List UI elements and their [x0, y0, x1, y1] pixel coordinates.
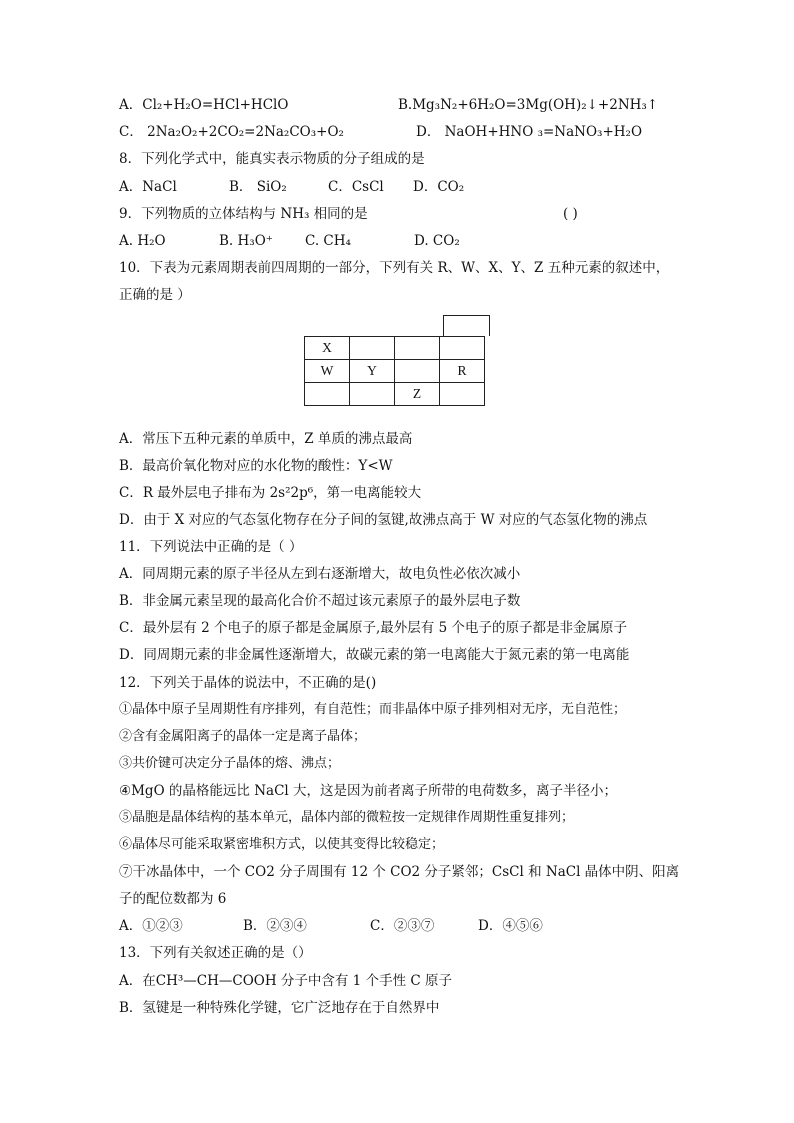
q8-stem: 8．下列化学式中，能真实表示物质的分子组成的是	[119, 151, 425, 167]
q12-statement-1: ①晶体中原子呈周期性有序排列，有自范性；而非晶体中原子排列相对无序，无自范性；	[119, 702, 627, 717]
q13-stem: 13．下列有关叙述正确的是（）	[119, 945, 312, 961]
q7-option-b: B.Mg₃N₂+6H₂O=3Mg(OH)₂↓+2NH₃↑	[398, 97, 659, 113]
q10-option-d: D．由于 X 对应的气态氢化物存在分子间的氢键,故沸点高于 W 对应的气态氢化物的沸点	[119, 512, 648, 528]
q9-option-a: A. H₂O	[119, 233, 166, 249]
q8-option-d: D．CO₂	[413, 179, 465, 195]
q12-statement-5: ⑤晶胞是晶体结构的基本单元，晶体内部的微粒按一定规律作周期性重复排列；	[119, 810, 575, 825]
q12-statement-2: ②含有金属阳离子的晶体一定是离子晶体；	[119, 729, 367, 744]
q12-statement-6: ⑥晶体尽可能采取紧密堆积方式，以使其变得比较稳定；	[119, 837, 445, 852]
q12-option-c: C．②③⑦	[370, 918, 435, 934]
q13-option-a: A．在CH³—CH—COOH 分子中含有 1 个手性 C 原子	[119, 973, 452, 989]
q10-stem-line2: 正确的是 ）	[119, 287, 191, 303]
q11-option-d: D．同周期元素的非金属性逐渐增大，故碳元素的第一电离能大于氮元素的第一电离能	[119, 647, 630, 663]
q12-option-d: D．④⑤⑥	[478, 918, 543, 934]
q13-option-b: B．氢键是一种特殊化学键，它广泛地存在于自然界中	[119, 1000, 440, 1016]
cell-r: R	[440, 360, 485, 383]
periodic-table-fragment	[304, 336, 485, 406]
q10-option-a: A．常压下五种元素的单质中，Z 单质的沸点最高	[119, 431, 413, 447]
q9-stem: 9．下列物质的立体结构与 NH₃ 相同的是	[119, 206, 368, 222]
cell-w: W	[305, 360, 350, 383]
q11-stem: 11．下列说法中正确的是（ ）	[119, 539, 303, 555]
q7-option-c: C． 2Na₂O₂+2CO₂=2Na₂CO₃+O₂	[119, 124, 344, 140]
cell-z: Z	[395, 383, 440, 406]
q8-option-c: C．CsCl	[328, 179, 384, 195]
q9-option-b: B. H₃O⁺	[219, 233, 273, 249]
q11-option-b: B．非金属元素呈现的最高化合价不超过该元素原子的最外层电子数	[119, 593, 521, 609]
periodic-table-top-cell	[443, 315, 490, 336]
q7-option-a: A．Cl₂+H₂O=HCl+HClO	[119, 97, 289, 113]
q10-option-b: B．最高价氧化物对应的水化物的酸性：Y<W	[119, 458, 393, 474]
q9-option-d: D. CO₂	[414, 233, 460, 249]
q9-answer-blank: ( )	[563, 206, 578, 222]
cell-x: X	[305, 337, 350, 360]
q8-option-b: B． SiO₂	[229, 179, 287, 195]
q12-option-b: B．②③④	[243, 918, 307, 934]
q8-option-a: A．NaCl	[119, 179, 177, 195]
q11-option-c: C．最外层有 2 个电子的原子都是金属原子,最外层有 5 个电子的原子都是非金属原子	[119, 620, 627, 636]
q9-option-c: C. CH₄	[305, 233, 351, 249]
q7-option-d: D． NaOH+HNO ₃=NaNO₃+H₂O	[416, 124, 643, 140]
q12-statement-3: ③共价键可决定分子晶体的熔、沸点；	[119, 756, 341, 771]
q12-statement-7-line2: 子的配位数都为 6	[119, 891, 227, 907]
q12-statement-4: ④MgO 的晶格能远比 NaCl 大，这是因为前者离子所带的电荷数多，离子半径小；	[119, 783, 618, 799]
cell-y: Y	[350, 360, 395, 383]
q10-option-c: C．R 最外层电子排布为 2s²2p⁶，第一电离能较大	[119, 485, 422, 501]
q12-stem: 12．下列关于晶体的说法中，不正确的是()	[119, 675, 377, 691]
q11-option-a: A．同周期元素的原子半径从左到右逐渐增大，故电负性必依次减小	[119, 566, 521, 582]
q10-stem-line1: 10．下表为元素周期表前四周期的一部分，下列有关 R、W、X、Y、Z 五种元素的叙述中，	[119, 260, 670, 276]
q12-statement-7-line1: ⑦干冰晶体中，一个 CO2 分子周围有 12 个 CO2 分子紧邻；CsCl 和 NaCl 晶体中阴、阳离	[119, 864, 680, 880]
q12-option-a: A．①②③	[119, 918, 183, 934]
